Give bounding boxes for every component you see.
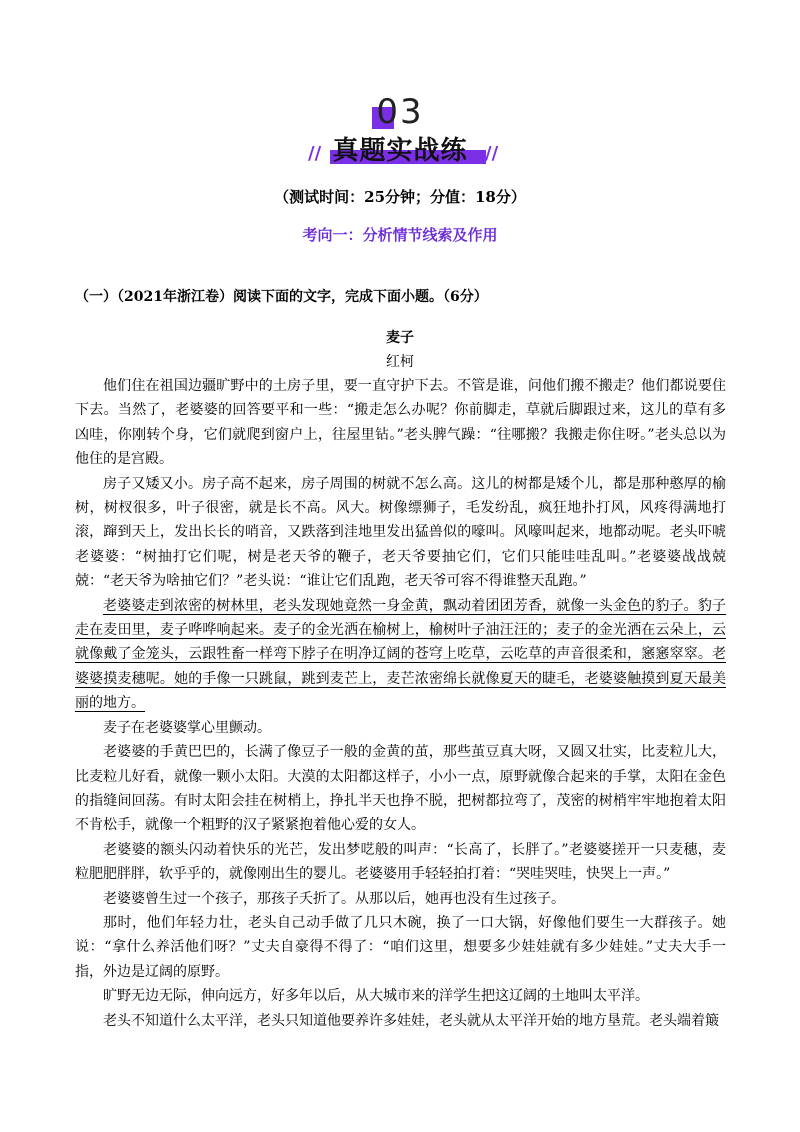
slash-decoration-right: // <box>485 143 499 164</box>
article-author: 红柯 <box>386 354 414 370</box>
section-number: 03 <box>376 92 424 132</box>
paragraph: 房子又矮又小。房子高不起来，房子周围的树就不怎么高。这儿的树都是矮个儿，都是那种憨厚的榆树，树杈很多，叶子很密，就是长不高。风大。树像缥狮子，毛发纷乱，疯狂地扑打风，风疼得满地打滚，蹿到天上，发出长长的哨音，又跌落到洼地里发出猛兽似的嚎叫。风嚎叫起来，地都动呢。老头吓唬老婆婆：“树抽打它们呢，树是老天爷的鞭子，老天爷要抽它们，它们只能哇哇乱叫。”老婆婆战战兢兢：“老天爷为啥抽它们？”老头说：“谁让它们乱跑，老天爷可容不得谁整天乱跑。” <box>75 475 726 590</box>
paragraph: 老婆婆的手黄巴巴的，长满了像豆子一般的金黄的茧，那些茧豆真大呀，又圆又壮实，比麦粒儿大，比麦粒儿好看，就像一颗小太阳。大漠的太阳都这样子，小小一点，原野就像合起来的手掌，太阳在金色的指缝间回荡。有时太阳会挂在树梢上，挣扎半天也挣不脱，把树都拉弯了，茂密的树梢牢牢地抱着太阳不肯松手，就像一个粗野的汉子紧紧抱着他心爱的女人。 <box>75 744 726 834</box>
paragraph: 他们住在祖国边疆旷野中的土房子里，要一直守护下去。不管是谁，问他们搬不搬走？他们都说要住下去。当然了，老婆婆的回答要平和一些：“搬走怎么办呢？你前脚走，草就后脚跟过来，这儿的草有多凶哇，你刚转个身，它们就爬到窗户上，往屋里钻。”老头脾气躁：“往哪搬？我搬走你住呀。”老头总以为他住的是宫殿。 <box>75 378 726 468</box>
paragraph: 老婆婆曾生过一个孩子，那孩子夭折了。从那以后，她再也没有生过孩子。 <box>103 890 565 907</box>
section-title: 真题实战练 <box>332 136 468 166</box>
paragraph: 麦子在老婆婆掌心里颤动。 <box>103 719 271 736</box>
paragraph: 旷野无边无际，伸向远方，好多年以后，从大城市来的洋学生把这辽阔的土地叫太平洋。 <box>103 988 649 1005</box>
underlined-paragraph: 老婆婆走到浓密的树林里，老头发现她竟然一身金黄，飘动着团团芳香，就像一头金色的豹子。豹子走在麦田里，麦子哗哗响起来。麦子的金光洒在榆树上，榆树叶子油汪汪的；麦子的金光洒在云朵上，云就像戴了金笼头，云跟牲畜一样弯下脖子在明净辽阔的苍穹上吃草，云吃草的声音很柔和，窸窸窣窣。老婆婆摸麦穗呢。她的手像一只跳鼠，跳到麦芒上，麦芒浓密绵长就像夏天的睫毛，老婆婆触摸到夏天最美丽的地方。 <box>75 597 726 712</box>
slash-decoration-left: // <box>308 143 322 164</box>
paragraph: 老头不知道什么太平洋，老头只知道他要养许多娃娃，老头就从太平洋开始的地方垦荒。老头端着簸 <box>103 1012 719 1029</box>
paragraph: 老婆婆的额头闪动着快乐的光芒，发出梦呓般的叫声：“长高了，长胖了。”老婆婆搓开一只麦穗，麦粒肥肥胖胖，软乎乎的，就像刚出生的婴儿。老婆婆用手轻轻拍打着：“哭哇哭哇，快哭上一声。” <box>75 841 726 883</box>
question-prompt: （一）（2021年浙江卷）阅读下面的文字，完成下面小题。（6分） <box>75 289 488 305</box>
direction-heading: 考向一：分析情节线索及作用 <box>302 226 498 244</box>
paragraph: 那时，他们年轻力壮，老头自己动手做了几只木碗，换了一口大锅，好像他们要生一大群孩子。她说：“拿什么养活他们呀？”丈夫自豪得不得了：“咱们这里，想要多少娃娃就有多少娃娃。”丈夫大手一指，外边是辽阔的原野。 <box>75 914 726 980</box>
test-info: （测试时间：25分钟；分值：18分） <box>274 188 526 206</box>
article-title: 麦子 <box>386 330 414 346</box>
article-body <box>75 374 726 1033</box>
